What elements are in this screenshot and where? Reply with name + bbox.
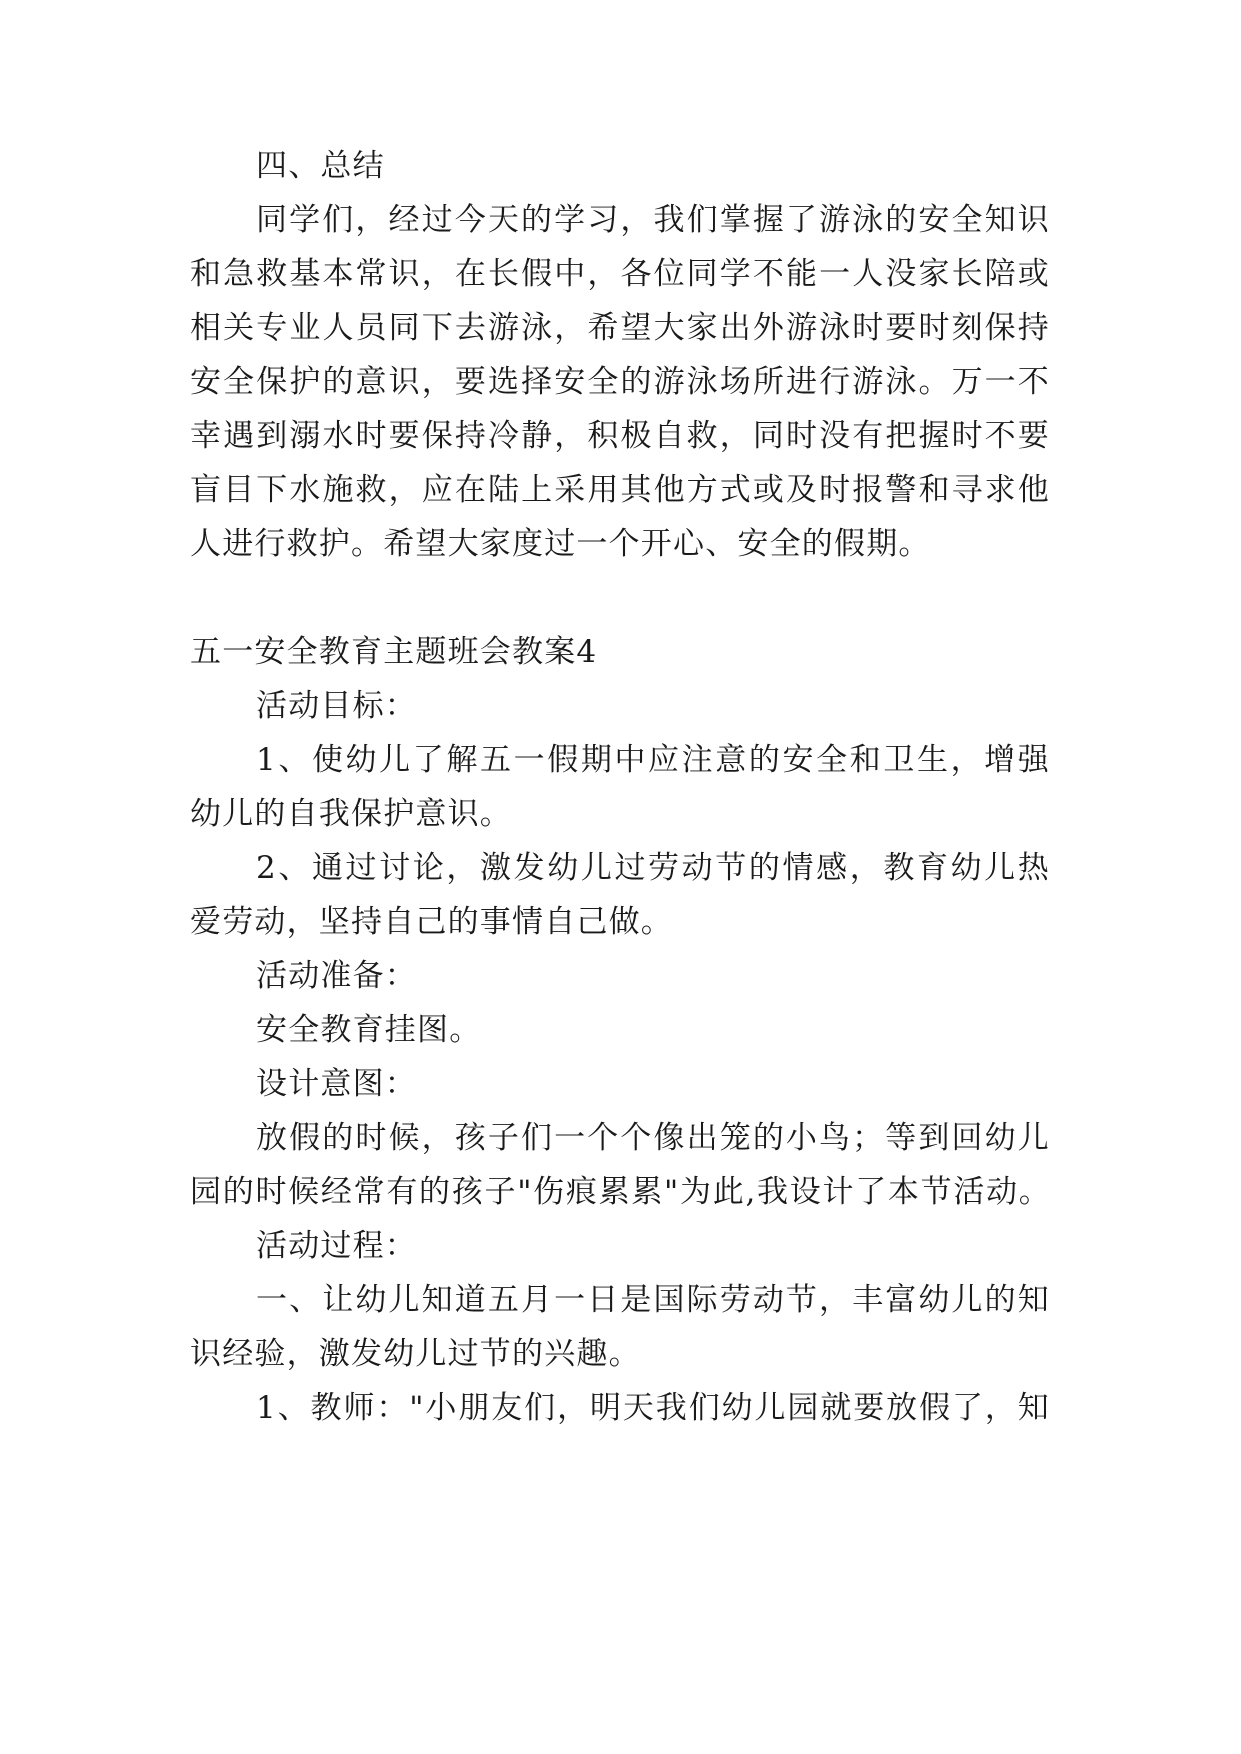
design-line: 放假的时候，孩子们一个个像出笼的小鸟；等到回幼儿 <box>256 1120 1050 1156</box>
paragraph-line: 相关专业人员同下去游泳，希望大家出外游泳时要时刻保持 <box>190 310 1050 346</box>
design-line: 园的时候经常有的孩子"伤痕累累"为此,我设计了本节活动。 <box>190 1174 1050 1210</box>
process-heading: 活动过程： <box>256 1228 417 1264</box>
goal-line: 幼儿的自我保护意识。 <box>190 796 512 832</box>
paragraph-line: 人进行救护。希望大家度过一个开心、安全的假期。 <box>190 526 931 562</box>
paragraph-line: 安全保护的意识，要选择安全的游泳场所进行游泳。万一不 <box>190 364 1050 400</box>
process-line: 一、让幼儿知道五月一日是国际劳动节，丰富幼儿的知 <box>256 1282 1050 1318</box>
teacher-line: 1、教师："小朋友们，明天我们幼儿园就要放假了，知 <box>256 1390 1050 1426</box>
goals-heading: 活动目标： <box>256 688 417 724</box>
process-line: 识经验，激发幼儿过节的兴趣。 <box>190 1336 641 1372</box>
paragraph-line: 和急救基本常识，在长假中，各位同学不能一人没家长陪或 <box>190 256 1050 292</box>
paragraph-line: 同学们，经过今天的学习，我们掌握了游泳的安全知识 <box>256 202 1050 238</box>
goal-line: 爱劳动，坚持自己的事情自己做。 <box>190 904 673 940</box>
design-heading: 设计意图： <box>256 1066 417 1102</box>
prep-heading: 活动准备： <box>256 958 417 994</box>
paragraph-line: 幸遇到溺水时要保持冷静，积极自救，同时没有把握时不要 <box>190 418 1050 454</box>
goal-line: 2、通过讨论，激发幼儿过劳动节的情感，教育幼儿热 <box>256 850 1050 886</box>
goal-line: 1、使幼儿了解五一假期中应注意的安全和卫生，增强 <box>256 742 1050 778</box>
section-heading-summary: 四、总结 <box>256 148 385 184</box>
paragraph-line: 盲目下水施救，应在陆上采用其他方式或及时报警和寻求他 <box>190 472 1050 508</box>
prep-text: 安全教育挂图。 <box>256 1012 482 1048</box>
lesson-title: 五一安全教育主题班会教案4 <box>190 634 598 670</box>
